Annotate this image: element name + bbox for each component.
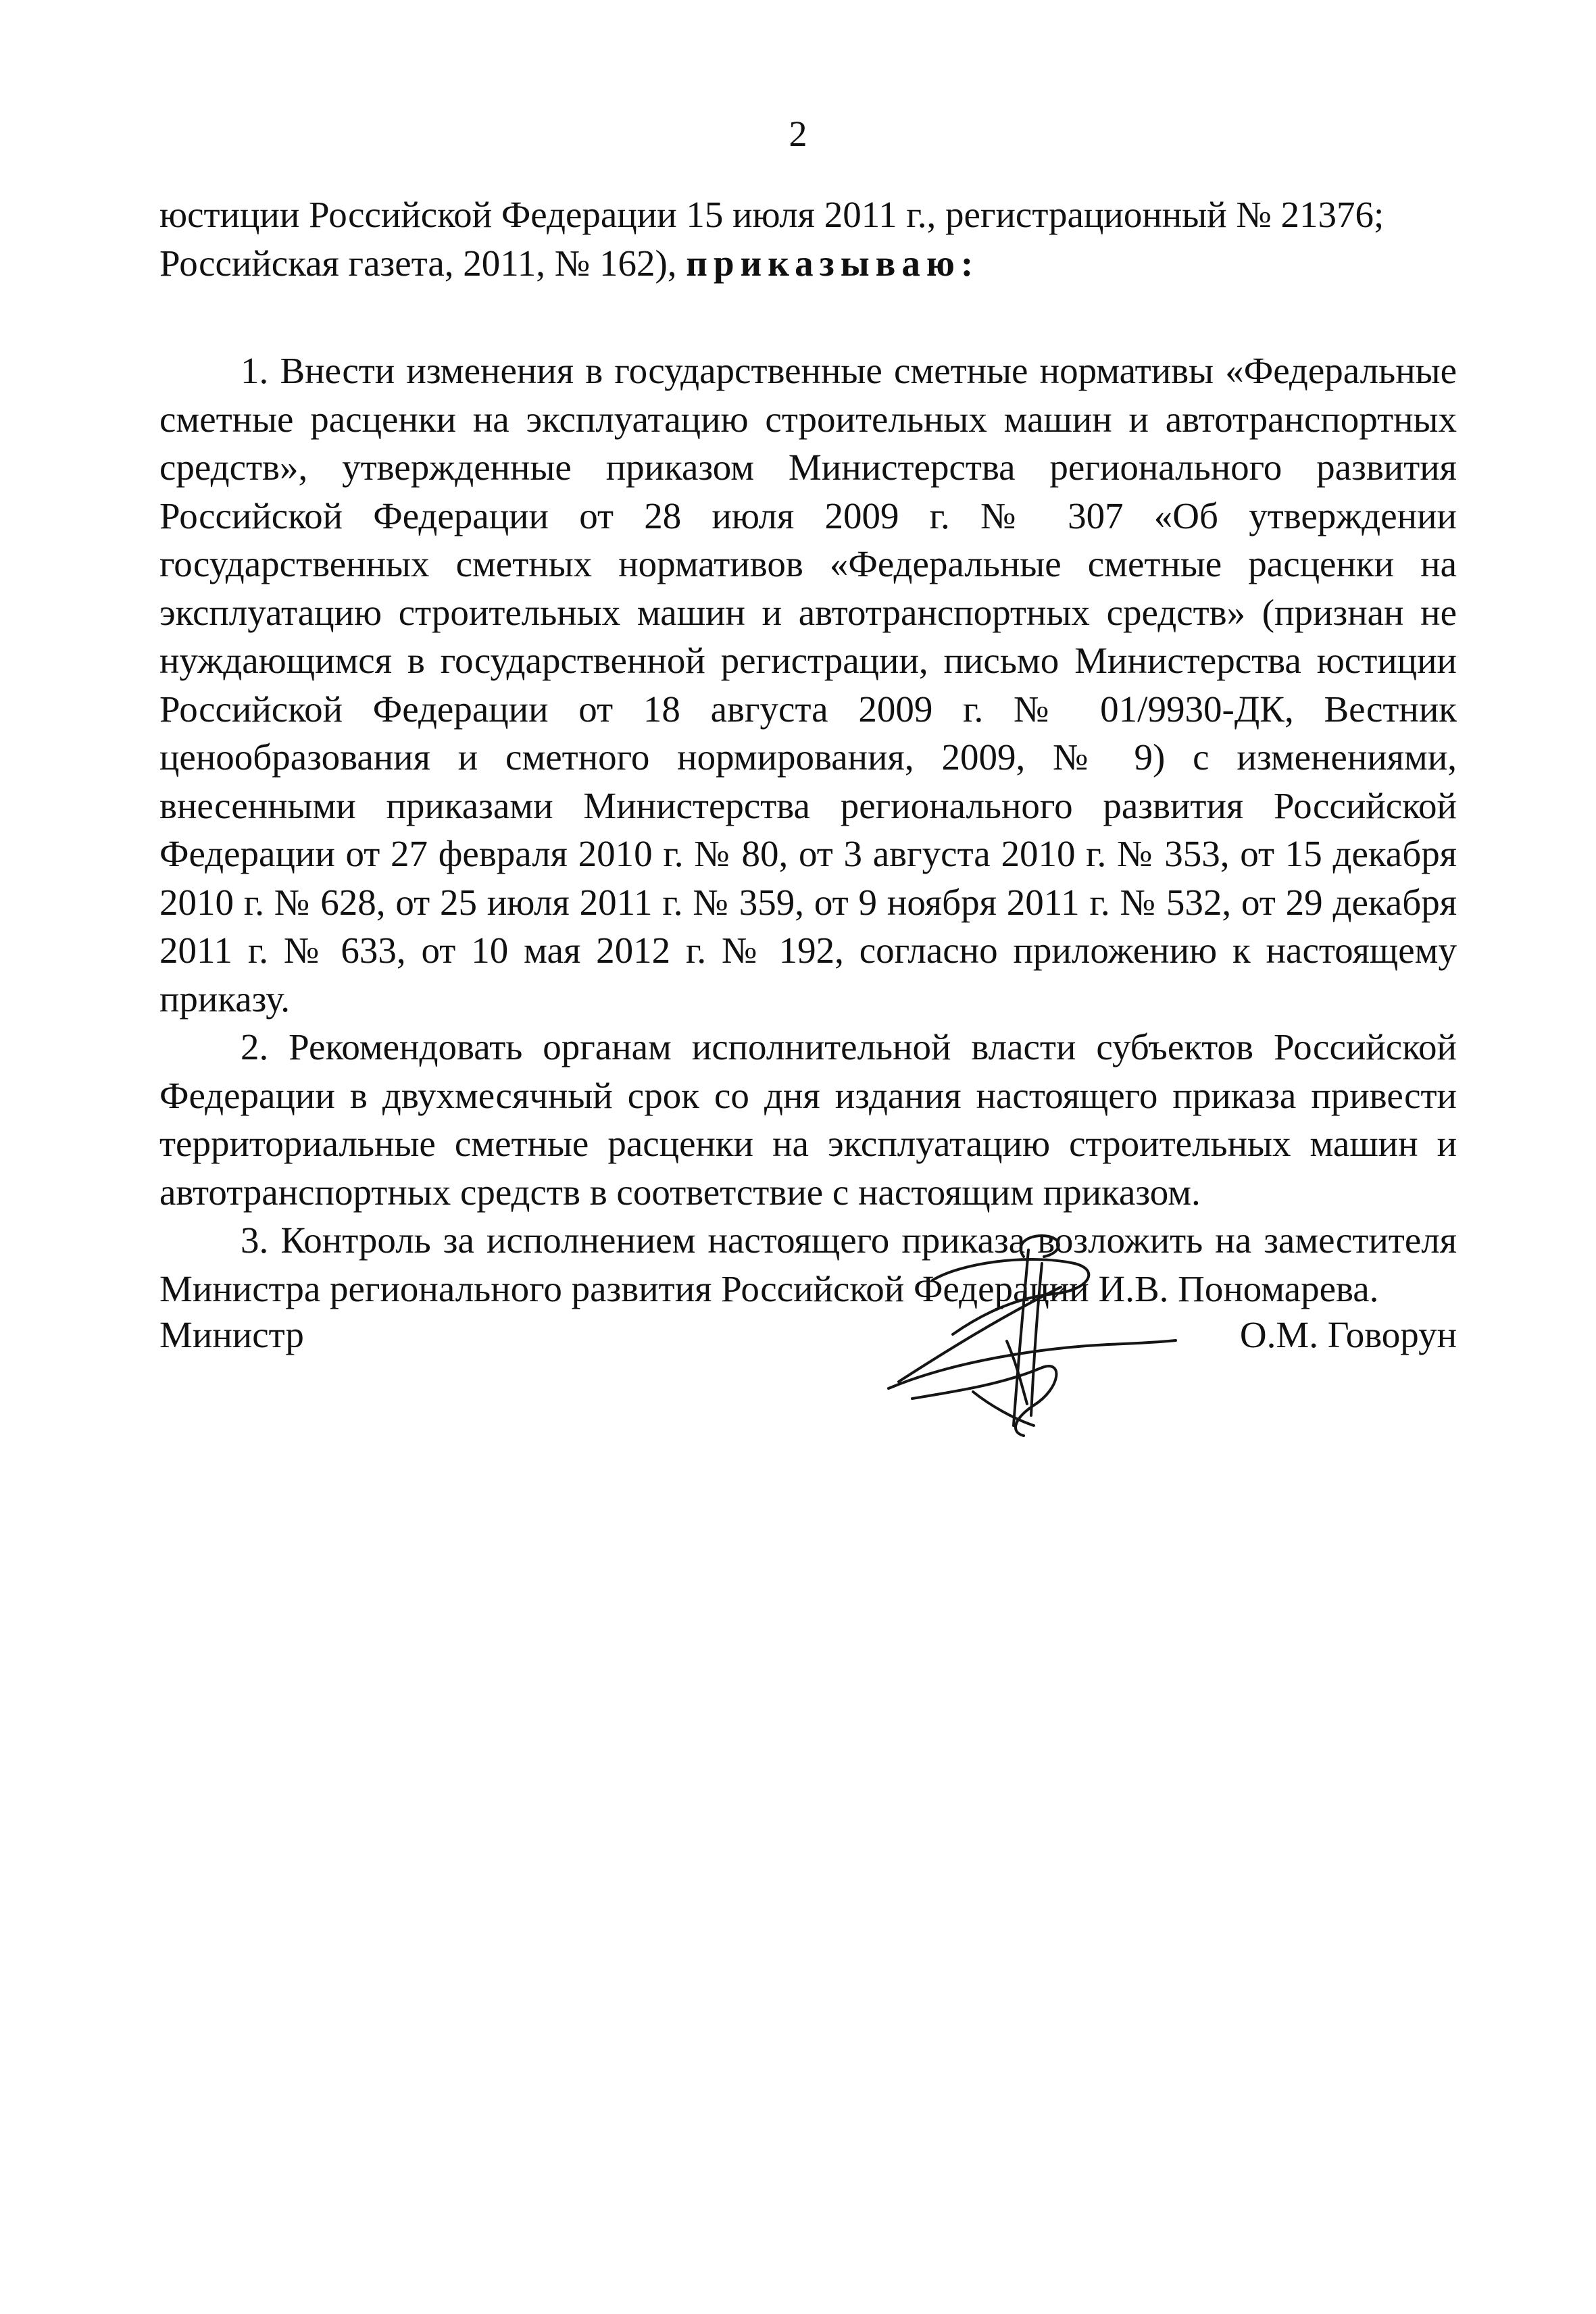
document-body [159, 191, 1457, 1313]
page-number: 2 [789, 114, 807, 154]
preamble-text-2: Российская газета, 2011, № 162), [159, 242, 687, 284]
signature-block [159, 1311, 1457, 1372]
signer-name: О.М. Говорун [1239, 1314, 1457, 1355]
preamble-line-1 [159, 191, 1457, 239]
order-item-3: 3. Контроль за исполнением настоящего приказа возложить на заместителя Министра регионального развития Российской Федерации И.В. Пономарева. [159, 1219, 1457, 1309]
order-item-2: 2. Рекомендовать органам исполнительной власти субъектов Российской Федерации в двухмесячный срок со дня издания настоящего приказа привести территориальные сметные расценки на эксплуатацию строительных машин и автотранспортных средств в соответствие с настоящим приказом. [159, 1026, 1457, 1213]
order-item-1: 1. Внести изменения в государственные сметные нормативы «Федеральные сметные расценки на эксплуатацию строительных машин и автотранспортных средств», утвержденные приказом Министерства регионального развития Российской Федерации от 28 июля 2009 г. № 307 «Об утверждении государственных сметных нормативов «Федеральные сметные расценки на эксплуатацию строительных машин и автотранспортных средств» (признан не нуждающимся в государственной регистрации, письмо Министерства юстиции Российской Федерации от 18 августа 2009 г. № 01/9930-ДК, Вестник ценообразования и сметного нормирования, 2009, № 9) с изменениями, внесенными приказами Министерства регионального развития Российской Федерации от 27 февраля 2010 г. № 80, от 3 августа 2010 г. № 353, от 15 декабря 2010 г. № 628, от 25 июля 2011 г. № 359, от 9 ноября 2011 г. № 532, от 29 декабря 2011 г. № 633, от 10 мая 2012 г. № 192, согласно приложению к настоящему приказу. [159, 350, 1457, 1020]
preamble-text-1: юстиции Российской Федерации 15 июля 2011 г., регистрационный № 21376; [159, 194, 1385, 235]
handwritten-signature [872, 1223, 1182, 1446]
preamble-line-2 [159, 239, 1457, 288]
signer-title: Министр [159, 1314, 304, 1355]
order-word: приказываю: [686, 242, 980, 284]
